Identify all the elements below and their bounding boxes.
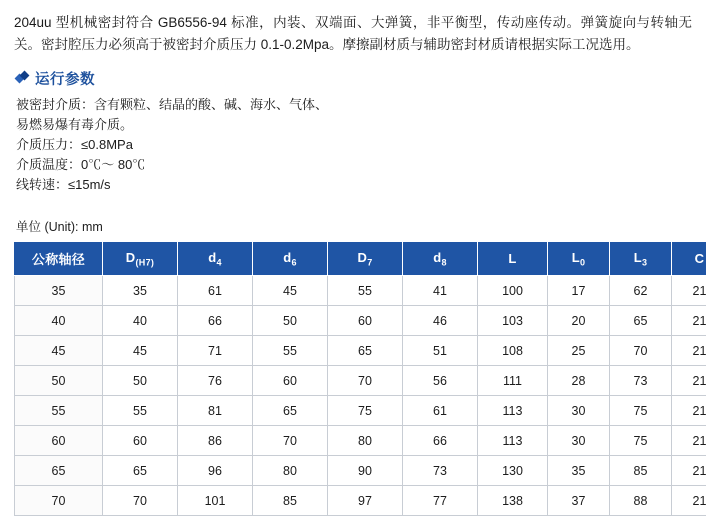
table-header-cell: $d_6$ bbox=[253, 242, 328, 276]
table-cell: 60 bbox=[103, 426, 178, 456]
table-cell: 55 bbox=[15, 396, 103, 426]
param-medium-line2: 易燃易爆有毒介质。 bbox=[16, 115, 692, 135]
table-cell: 62 bbox=[610, 276, 672, 306]
table-cell: 113 bbox=[478, 426, 548, 456]
unit-note: 单位 (Unit): mm bbox=[0, 195, 706, 241]
table-cell: 20 bbox=[548, 306, 610, 336]
table-cell: 73 bbox=[610, 366, 672, 396]
table-cell: 75 bbox=[610, 426, 672, 456]
table-header-cell: $D_{(H7)}$ bbox=[103, 242, 178, 276]
table-cell: 50 bbox=[15, 366, 103, 396]
table-cell: 46 bbox=[403, 306, 478, 336]
table-header-cell: 公称轴径 bbox=[15, 242, 103, 276]
table-cell: 108 bbox=[478, 336, 548, 366]
spec-table-head bbox=[15, 242, 706, 276]
operating-parameters-list bbox=[0, 91, 706, 196]
spec-table-wrapper bbox=[0, 241, 706, 516]
table-cell: 66 bbox=[178, 306, 253, 336]
table-cell: 60 bbox=[15, 426, 103, 456]
table-cell: 65 bbox=[328, 336, 403, 366]
table-header-cell: C bbox=[672, 242, 706, 276]
table-cell: 55 bbox=[328, 276, 403, 306]
param-temperature: 介质温度：0℃～ 80℃ bbox=[16, 155, 692, 175]
table-cell: 56 bbox=[403, 366, 478, 396]
table-cell: 80 bbox=[253, 456, 328, 486]
param-speed: 线转速：≤15m/s bbox=[16, 175, 692, 195]
table-header-cell: $L_0$ bbox=[548, 242, 610, 276]
table-header-cell: $d_8$ bbox=[403, 242, 478, 276]
table-cell: 76 bbox=[178, 366, 253, 396]
table-cell: 70 bbox=[103, 486, 178, 516]
spec-table-body bbox=[15, 276, 706, 516]
table-cell: 113 bbox=[478, 396, 548, 426]
table-cell: 111 bbox=[478, 366, 548, 396]
table-cell: 65 bbox=[253, 396, 328, 426]
table-cell: 138 bbox=[478, 486, 548, 516]
table-header-row bbox=[15, 242, 706, 276]
table-cell: 37 bbox=[548, 486, 610, 516]
param-medium-line1: 被密封介质：含有颗粒、结晶的酸、碱、海水、气体、 bbox=[16, 95, 692, 115]
table-cell: 70 bbox=[610, 336, 672, 366]
table-cell: 45 bbox=[253, 276, 328, 306]
intro-paragraph: 204uu 型机械密封符合 GB6556-94 标准，内装、双端面、大弹簧，非平衡型，传动座传动。弹簧旋向与转轴无关。密封腔压力必须高于被密封介质压力 0.1-0.2Mpa。摩擦副材质与辅助密封材质请根据实际工况选用。 bbox=[14, 12, 692, 56]
table-cell: 70 bbox=[328, 366, 403, 396]
table-row bbox=[15, 396, 706, 426]
table-cell: 61 bbox=[403, 396, 478, 426]
param-pressure: 介质压力：≤0.8MPa bbox=[16, 135, 692, 155]
table-cell: 66 bbox=[403, 426, 478, 456]
table-cell: 90 bbox=[328, 456, 403, 486]
table-cell: 96 bbox=[178, 456, 253, 486]
table-cell: 30 bbox=[548, 396, 610, 426]
table-cell: 85 bbox=[253, 486, 328, 516]
table-cell: 97 bbox=[328, 486, 403, 516]
table-cell: 21 bbox=[672, 366, 706, 396]
table-cell: 60 bbox=[253, 366, 328, 396]
table-cell: 50 bbox=[253, 306, 328, 336]
table-cell: 40 bbox=[15, 306, 103, 336]
table-cell: 61 bbox=[178, 276, 253, 306]
table-cell: 65 bbox=[103, 456, 178, 486]
table-cell: 40 bbox=[103, 306, 178, 336]
table-header-cell: $L_3$ bbox=[610, 242, 672, 276]
table-cell: 21 bbox=[672, 396, 706, 426]
table-cell: 45 bbox=[15, 336, 103, 366]
table-cell: 85 bbox=[610, 456, 672, 486]
table-cell: 35 bbox=[548, 456, 610, 486]
table-cell: 30 bbox=[548, 426, 610, 456]
table-cell: 25 bbox=[548, 336, 610, 366]
table-cell: 41 bbox=[403, 276, 478, 306]
table-cell: 45 bbox=[103, 336, 178, 366]
section-title: 运行参数 bbox=[35, 68, 95, 89]
table-cell: 35 bbox=[15, 276, 103, 306]
table-cell: 77 bbox=[403, 486, 478, 516]
table-cell: 51 bbox=[403, 336, 478, 366]
diamond-icon bbox=[16, 72, 29, 85]
table-header-cell: L bbox=[478, 242, 548, 276]
table-row bbox=[15, 336, 706, 366]
table-cell: 80 bbox=[328, 426, 403, 456]
table-cell: 28 bbox=[548, 366, 610, 396]
table-row bbox=[15, 426, 706, 456]
table-row bbox=[15, 306, 706, 336]
table-cell: 21 bbox=[672, 426, 706, 456]
table-cell: 70 bbox=[253, 426, 328, 456]
table-cell: 21 bbox=[672, 306, 706, 336]
table-cell: 35 bbox=[103, 276, 178, 306]
table-cell: 55 bbox=[103, 396, 178, 426]
table-cell: 81 bbox=[178, 396, 253, 426]
table-cell: 71 bbox=[178, 336, 253, 366]
table-cell: 100 bbox=[478, 276, 548, 306]
spec-table bbox=[14, 241, 706, 516]
table-cell: 103 bbox=[478, 306, 548, 336]
table-cell: 130 bbox=[478, 456, 548, 486]
table-cell: 60 bbox=[328, 306, 403, 336]
table-cell: 17 bbox=[548, 276, 610, 306]
table-row bbox=[15, 366, 706, 396]
table-cell: 75 bbox=[610, 396, 672, 426]
table-cell: 21 bbox=[672, 456, 706, 486]
table-cell: 86 bbox=[178, 426, 253, 456]
table-cell: 65 bbox=[15, 456, 103, 486]
table-cell: 88 bbox=[610, 486, 672, 516]
table-cell: 21 bbox=[672, 336, 706, 366]
table-header-cell: $d_4$ bbox=[178, 242, 253, 276]
table-cell: 75 bbox=[328, 396, 403, 426]
table-cell: 55 bbox=[253, 336, 328, 366]
table-cell: 70 bbox=[15, 486, 103, 516]
table-cell: 21 bbox=[672, 486, 706, 516]
table-cell: 50 bbox=[103, 366, 178, 396]
table-cell: 101 bbox=[178, 486, 253, 516]
table-cell: 73 bbox=[403, 456, 478, 486]
intro-paragraph-block bbox=[0, 0, 706, 56]
table-cell: 65 bbox=[610, 306, 672, 336]
table-row bbox=[15, 276, 706, 306]
table-header-cell: $D_7$ bbox=[328, 242, 403, 276]
section-header-operating-parameters bbox=[0, 56, 706, 91]
table-cell: 21 bbox=[672, 276, 706, 306]
table-row bbox=[15, 456, 706, 486]
